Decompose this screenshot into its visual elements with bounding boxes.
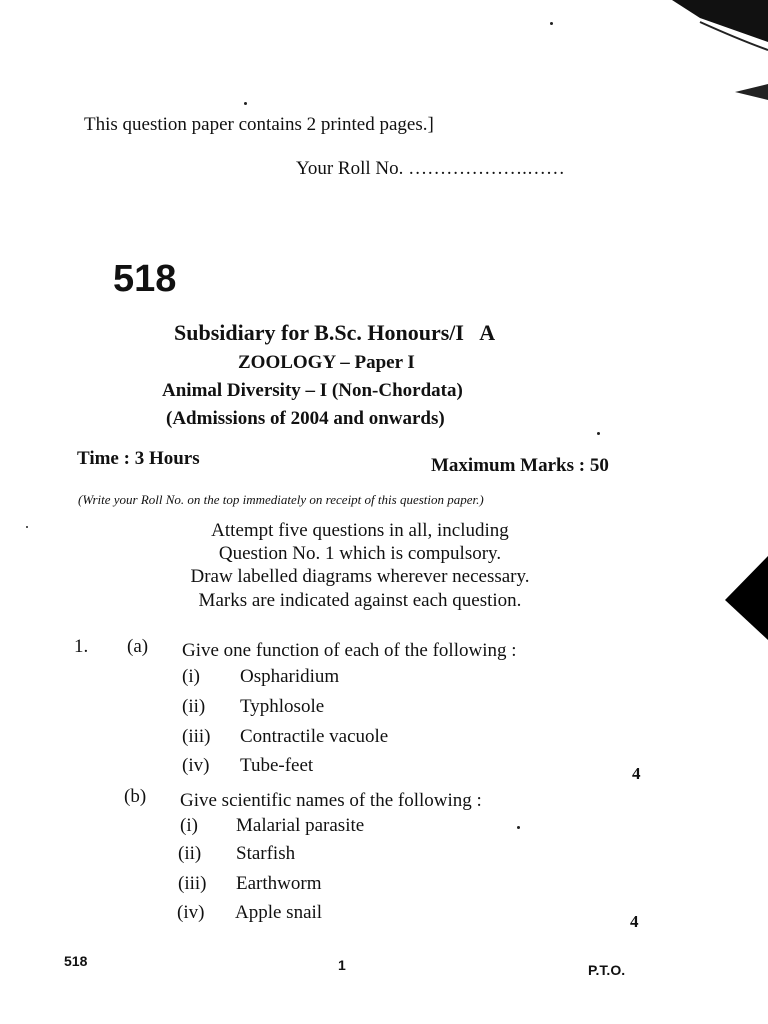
- list-item: [182, 726, 388, 748]
- footer-page-number: 1: [338, 957, 346, 973]
- item-number: (iv): [182, 755, 210, 776]
- part-b-marks: 4: [630, 912, 639, 931]
- maximum-marks: Maximum Marks : 50: [431, 455, 609, 476]
- subject-title: ZOOLOGY – Paper I: [238, 352, 415, 373]
- list-item: [182, 696, 324, 718]
- footer-pto: P.T.O.: [588, 962, 626, 978]
- item-text: Tube-feet: [240, 755, 314, 776]
- footer-paper-code: 518: [64, 953, 88, 969]
- item-text: Contractile vacuole: [240, 726, 389, 747]
- edge-mark: [735, 84, 768, 100]
- list-item: [180, 815, 364, 837]
- dust-speck: [517, 826, 520, 829]
- part-b-prompt: Give scientific names of the following :: [180, 790, 482, 811]
- item-text: Apple snail: [235, 902, 323, 923]
- item-number: (ii): [182, 696, 206, 717]
- time-allowed: Time : 3 Hours: [77, 448, 200, 469]
- part-a-marks: 4: [632, 764, 641, 783]
- instruction-line: Marks are indicated against each question.: [198, 590, 522, 611]
- item-text: Malarial parasite: [236, 815, 365, 836]
- item-number: (iv): [177, 902, 205, 923]
- part-b-label: (b): [124, 786, 147, 807]
- item-number: (i): [182, 666, 200, 687]
- page-count-line: This question paper contains 2 printed pages.]: [84, 114, 434, 135]
- instruction-line: Draw labelled diagrams wherever necessary.: [190, 566, 530, 587]
- item-number: (i): [180, 815, 198, 836]
- roll-number-line: Your Roll No. ……………….……: [296, 158, 565, 179]
- course-title: Subsidiary for B.Sc. Honours/I A: [174, 320, 496, 345]
- corner-smudge-top: [672, 0, 768, 42]
- item-text: Ospharidium: [240, 666, 340, 687]
- item-text: Starfish: [236, 843, 296, 864]
- roll-number-instruction: (Write your Roll No. on the top immediately on receipt of this question paper.): [78, 492, 484, 507]
- item-text: Typhlosole: [240, 696, 325, 717]
- part-a-prompt: Give one function of each of the following :: [182, 640, 517, 661]
- item-text: Earthworm: [236, 873, 322, 894]
- instruction-line: Attempt five questions in all, including: [211, 520, 509, 541]
- question-number: 1.: [74, 636, 89, 657]
- list-item: [178, 873, 321, 895]
- admissions-note: (Admissions of 2004 and onwards): [166, 408, 445, 429]
- edge-shadow: [725, 556, 768, 640]
- part-a-label: (a): [127, 636, 149, 657]
- list-item: [182, 755, 313, 777]
- instruction-line: Question No. 1 which is compulsory.: [218, 543, 502, 564]
- dust-speck: [550, 22, 553, 25]
- list-item: [177, 902, 322, 924]
- dust-speck: [244, 102, 247, 105]
- dust-speck: [597, 432, 600, 435]
- list-item: [178, 843, 295, 865]
- item-number: (iii): [182, 726, 211, 747]
- paper-topic: Animal Diversity – I (Non-Chordata): [162, 380, 463, 401]
- item-number: (iii): [178, 873, 207, 894]
- list-item: [182, 666, 339, 688]
- paper-code: 518: [113, 258, 177, 300]
- item-number: (ii): [178, 843, 202, 864]
